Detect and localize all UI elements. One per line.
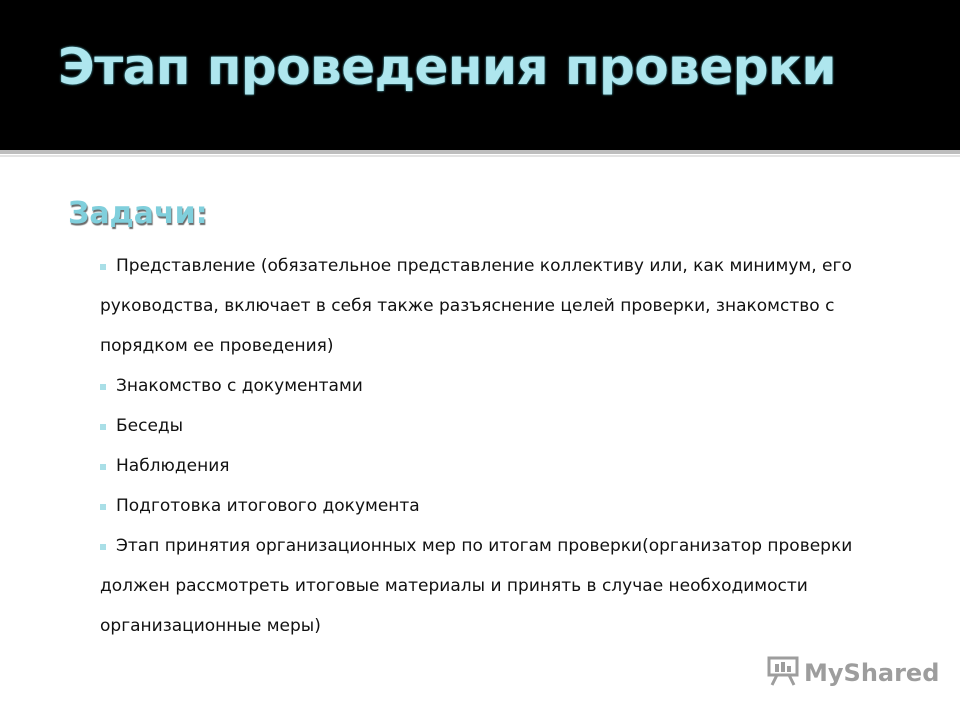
header-divider [0,150,960,154]
list-item-text: Беседы [116,416,184,436]
slide-subtitle: Задачи: [68,196,208,231]
square-bullet-icon [100,384,106,390]
list-item-text: Знакомство с документами [116,376,363,396]
slide-title: Этап проведения проверки [58,38,836,96]
list-item [100,406,890,446]
presentation-board-icon [766,656,800,690]
title-bar [0,0,960,150]
square-bullet-icon [100,544,106,550]
list-item-text: Представление (обязательное представление коллективу или, как минимум, его руководства, включает в себя также разъяснение целей проверки, знакомство с порядком ее проведения) [100,256,852,356]
square-bullet-icon [100,424,106,430]
square-bullet-icon [100,464,106,470]
list-item [100,366,890,406]
bullet-list [100,246,890,646]
header-divider-light [0,155,960,157]
watermark-text: MyShared [804,659,940,687]
list-item [100,486,890,526]
list-item [100,246,890,366]
list-item-text: Подготовка итогового документа [116,496,420,516]
list-item [100,526,890,646]
list-item-text: Этап принятия организационных мер по итогам проверки(организатор проверки должен рассмотреть итоговые материалы и принять в случае необходимости организационные меры) [100,536,853,636]
myshared-watermark [766,656,939,690]
square-bullet-icon [100,504,106,510]
square-bullet-icon [100,264,106,270]
list-item [100,446,890,486]
list-item-text: Наблюдения [116,456,230,476]
